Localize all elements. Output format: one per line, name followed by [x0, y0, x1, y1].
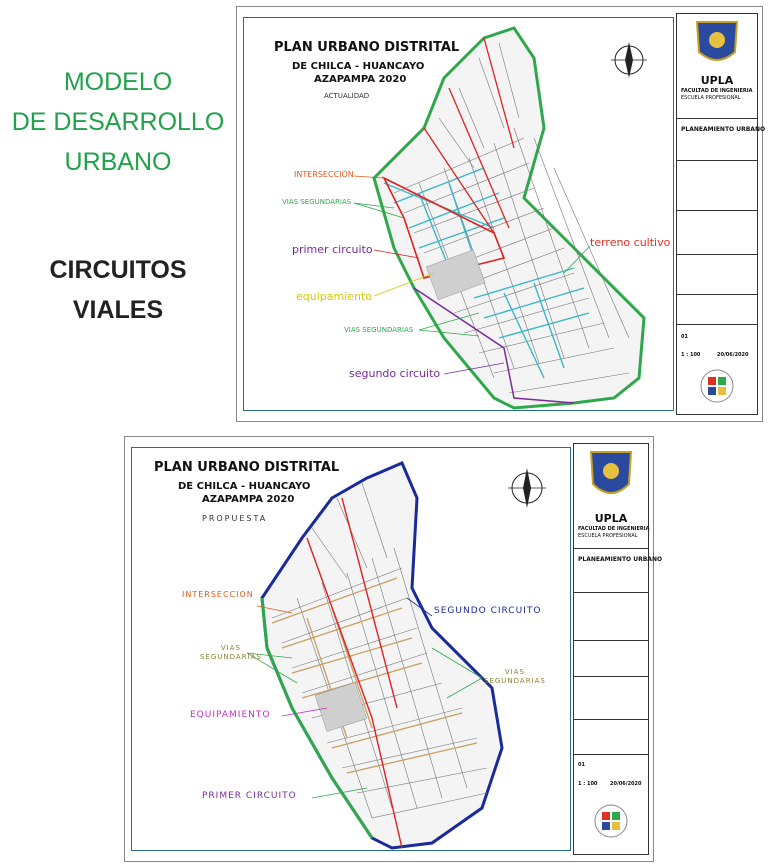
- slide-subtitle-line: VIALES: [72, 296, 164, 324]
- title-block: [573, 443, 663, 855]
- district-boundary: [262, 463, 502, 848]
- label-segundo-circuito: segundo circuito: [349, 367, 441, 380]
- label-primer-circuito: primer circuito: [292, 243, 373, 256]
- tb-divider: [677, 254, 757, 255]
- slide-title: [0, 62, 236, 182]
- plan-subtitle: DE CHILCA - HUANCAYO: [178, 481, 311, 492]
- tb-sheet-name: PLANEAMIENTO URBANO: [578, 556, 663, 563]
- tb-date: 20/06/2020: [610, 781, 642, 787]
- tb-sheet-no: 01: [681, 334, 688, 340]
- plan-subtitle-year: AZAPAMPA 2020: [202, 494, 295, 505]
- label-interseccion: INTERSECCION: [294, 170, 354, 179]
- plan-subtitle-year: AZAPAMPA 2020: [314, 74, 407, 85]
- city-map-svg: [132, 448, 572, 852]
- tb-divider: [574, 548, 648, 549]
- tb-divider: [574, 719, 648, 720]
- tb-sheet-name: PLANEAMIENTO URBANO: [681, 126, 766, 133]
- slide-title-line: DE DESARROLLO: [11, 108, 225, 136]
- tb-scale: 1 : 100: [578, 781, 598, 787]
- title-block: [676, 13, 766, 415]
- plan-state: PROPUESTA: [202, 514, 268, 523]
- district-boundary: [374, 28, 644, 408]
- tb-school: ESCUELA PROFESIONAL: [578, 533, 638, 539]
- tb-faculty: FACULTAD DE INGENIERIA: [681, 88, 753, 94]
- tb-divider: [677, 160, 757, 161]
- tb-divider: [574, 640, 648, 641]
- plan-state: ACTUALIDAD: [324, 92, 370, 100]
- label-vias-secundarias-2: VIAS SEGUNDARIAS: [484, 668, 546, 685]
- tb-divider: [574, 592, 648, 593]
- tb-divider: [574, 676, 648, 677]
- tb-date: 20/06/2020: [717, 352, 749, 358]
- plan-title: PLAN URBANO DISTRITAL: [154, 460, 340, 475]
- tb-divider: [677, 324, 757, 325]
- label-vias-secundarias: VIAS SEGUNDARIAS: [200, 644, 262, 661]
- tb-sheet-no: 01: [578, 762, 585, 768]
- north-arrow-icon: [611, 42, 647, 78]
- label-equipamiento: EQUIPAMIENTO: [190, 710, 271, 720]
- label-terreno-cultivo: terreno cultivo: [590, 236, 671, 249]
- tb-divider: [677, 294, 757, 295]
- label-interseccion: INTERSECCION: [182, 590, 254, 599]
- north-arrow-icon: [508, 468, 546, 508]
- plan-subtitle: DE CHILCA - HUANCAYO: [292, 61, 425, 72]
- tb-org: UPLA: [700, 74, 734, 87]
- upla-shield-icon: [574, 444, 648, 514]
- upla-seal-icon: [677, 364, 757, 414]
- plan-title: PLAN URBANO DISTRITAL: [274, 40, 460, 55]
- map-drawing-area: [243, 17, 674, 411]
- label-primer-circuito: PRIMER CIRCUITO: [202, 791, 297, 801]
- upla-seal-icon: [574, 799, 648, 849]
- map-sheet-propuesta: [124, 436, 663, 862]
- map-drawing-area: [131, 447, 571, 851]
- slide-title-line: URBANO: [64, 148, 172, 176]
- label-equipamiento: equipamiento: [296, 290, 373, 303]
- tb-scale: 1 : 100: [681, 352, 701, 358]
- label-segundo-circuito: SEGUNDO CIRCUITO: [434, 606, 542, 616]
- slide-subtitle: [28, 250, 208, 330]
- tb-divider: [677, 118, 757, 119]
- city-map-svg: [244, 18, 675, 411]
- label-vias-secundarias: VIAS SEGUNDARIAS: [282, 198, 352, 206]
- tb-org: UPLA: [594, 512, 628, 525]
- tb-divider: [677, 210, 757, 211]
- upla-shield-icon: [677, 14, 757, 74]
- tb-divider: [574, 754, 648, 755]
- slide-title-line: MODELO: [63, 68, 173, 96]
- label-vias-secundarias-2: VIAS SEGUNDARIAS: [344, 326, 414, 334]
- slide-subtitle-line: CIRCUITOS: [49, 256, 187, 284]
- tb-school: ESCUELA PROFESIONAL: [681, 95, 741, 101]
- tb-faculty: FACULTAD DE INGENIERIA: [578, 526, 650, 532]
- map-sheet-actualidad: [236, 6, 766, 422]
